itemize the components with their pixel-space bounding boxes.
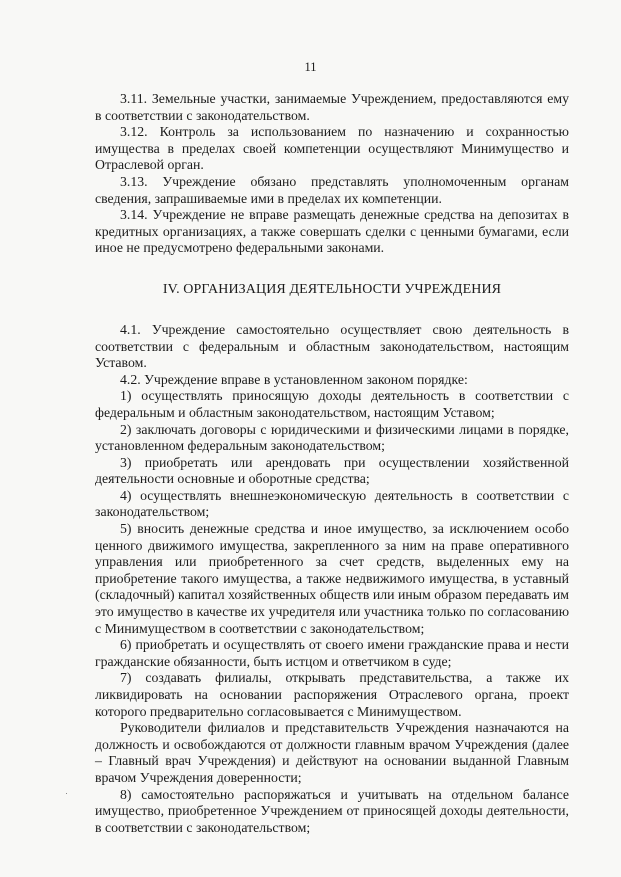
branch-managers-paragraph: Руководители филиалов и представительств Учреждения назначаются на должность и освобождаются от должности главным врачом Учреждения (далее – Главный врач Учреждения) и действуют на основании выданной Главным врачом Учреждения доверенности; [95,720,569,785]
paragraph-3-11: 3.11. Земельные участки, занимаемые Учреждением, предоставляются ему в соответствии с законодательством. [95,91,569,123]
section-heading-iv: IV. ОРГАНИЗАЦИЯ ДЕЯТЕЛЬНОСТИ УЧРЕЖДЕНИЯ [162,281,502,297]
page-number: 11 [304,60,317,74]
list-item-8: 8) самостоятельно распоряжаться и учитывать на отдельном балансе имущество, приобретенное Учреждением от приносящей доходы деятельности, в соответствии с законодательством; [95,786,569,835]
list-item-2: 2) заключать договоры с юридическими и физическими лицами в порядке, установленном федеральным законодательством; [95,421,569,454]
paragraph-3-14: 3.14. Учреждение не вправе размещать денежные средства на депозитах в кредитных организациях, а также совершать сделки с ценными бумагами, если иное не предусмотрено федеральными законами. [95,207,569,256]
paragraph-4-2: 4.2. Учреждение вправе в установленном законом порядке: [120,371,468,387]
scan-dot [66,793,67,794]
list-item-1: 1) осуществлять приносящую доходы деятельность в соответствии с федеральным и областным законодательством, настоящим Уставом; [95,388,569,420]
list-item-3: 3) приобретать или арендовать при осуществлении хозяйственной деятельности основные и оборотные средства; [95,454,569,487]
paragraph-3-12: 3.12. Контроль за использованием по назначению и сохранностью имущества в пределах своей компетенции осуществляют Минимущество и Отраслевой орган. [95,124,569,173]
list-item-7: 7) создавать филиалы, открывать представительства, а также их ликвидировать на основании распоряжения Отраслевого органа, проект которого предварительно согласовывается с Минимуществом. [95,670,569,719]
paragraph-3-13: 3.13. Учреждение обязано представлять уполномоченным органам сведения, запрашиваемые ими в пределах их компетенции. [95,173,569,206]
document-body [95,91,569,836]
paragraph-4-1: 4.1. Учреждение самостоятельно осуществляет свою деятельность в соответствии с федеральным и областным законодательством, настоящим Уставом. [95,321,569,371]
list-item-4: 4) осуществлять внешнеэкономическую деятельность в соответствии с законодательством; [95,487,569,520]
list-item-5: 5) вносить денежные средства и иное имущество, за исключением особо ценного движимого имущества, закрепленного за ним на праве оперативного управления или приобретенного за счет средств, выделенных ему на приобретение такого имущества, а также недвижимого имущества, в уставный (складочный) капитал хозяйственных обществ или иным образом передавать им это имущество в качестве их учредителя или участника только по согласованию с Минимуществом в соответствии с законодательством; [95,521,569,636]
list-item-6: 6) приобретать и осуществлять от своего имени гражданские права и нести гражданские обязанности, быть истцом и ответчиком в суде; [95,637,569,669]
